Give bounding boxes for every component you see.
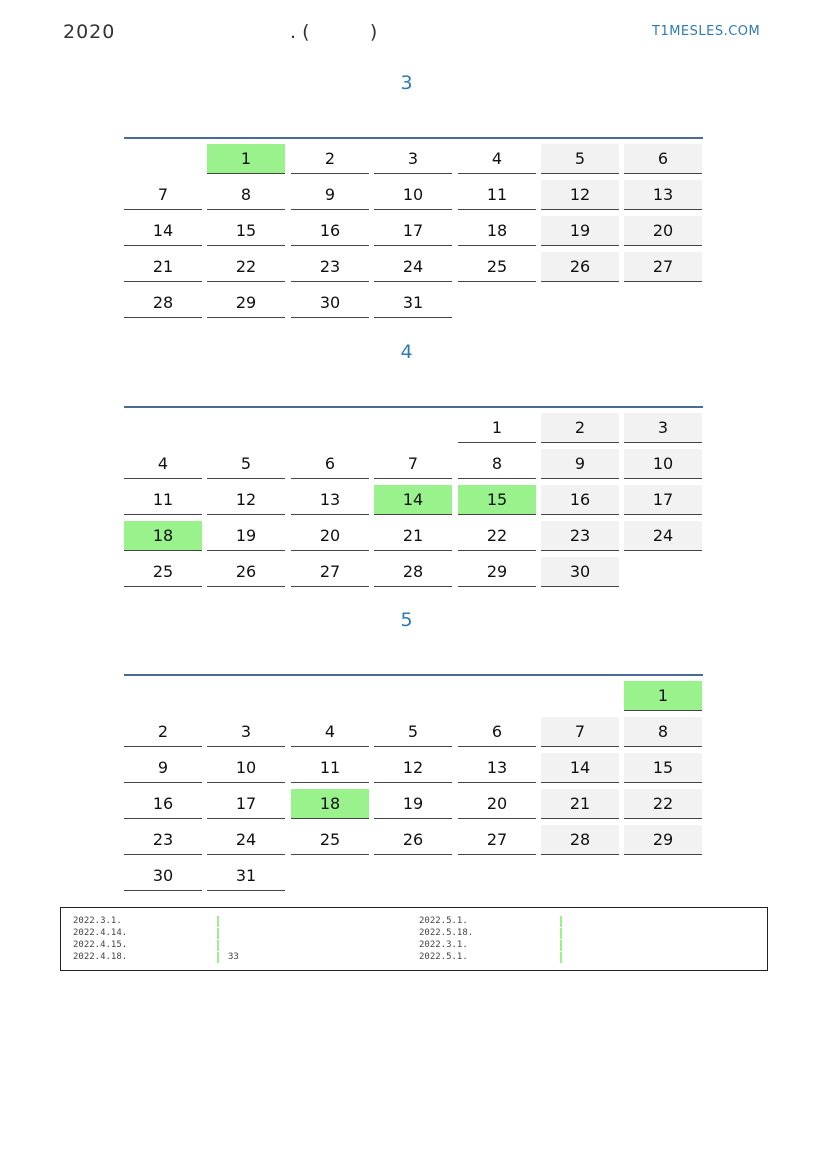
legend-date: 2022.5.1. [419,952,468,962]
week-row [124,676,703,712]
legend-column-right [419,915,569,963]
day-cell: 13 [291,485,369,515]
day-cell: 2 [291,144,369,174]
day-cell: 20 [458,789,536,819]
day-cell: 25 [124,557,202,587]
day-cell: 12 [541,180,619,210]
day-cell: 25 [458,252,536,282]
day-cell: 13 [624,180,702,210]
day-cell: 26 [207,557,285,587]
week-row [124,820,703,856]
legend-row [419,927,569,939]
holiday-legend [60,907,768,971]
legend-date: 2022.5.18. [419,928,474,938]
holiday-day-cell: 18 [291,789,369,819]
legend-row [73,951,239,963]
holiday-day-cell: 15 [458,485,536,515]
day-cell: 5 [374,717,452,747]
week-row [124,784,703,820]
day-cell: 21 [124,252,202,282]
day-cell: 11 [124,485,202,515]
legend-row [73,939,223,951]
day-cell: 18 [458,216,536,246]
day-cell: 30 [291,288,369,318]
legend-date: 2022.5.1. [419,916,468,926]
day-cell: 17 [374,216,452,246]
day-cell: 27 [458,825,536,855]
day-cell: 5 [207,449,285,479]
holiday-marker-icon [560,952,562,963]
week-row [124,480,703,516]
day-cell: 30 [541,557,619,587]
month-grid [124,674,703,892]
day-cell: 10 [207,753,285,783]
day-cell: 28 [541,825,619,855]
month-title: 4 [400,341,413,363]
week-row [124,139,703,175]
day-cell: 19 [374,789,452,819]
day-cell: 3 [374,144,452,174]
legend-date: 2022.4.18. [73,952,128,962]
day-cell: 4 [124,449,202,479]
week-row [124,247,703,283]
day-cell: 16 [124,789,202,819]
day-cell: 22 [624,789,702,819]
day-cell: 29 [624,825,702,855]
day-cell: 19 [541,216,619,246]
day-cell: 16 [541,485,619,515]
legend-date: 2022.4.15. [73,940,128,950]
holiday-marker-icon [217,952,219,963]
legend-row [73,927,223,939]
holiday-day-cell: 1 [624,681,702,711]
site-link[interactable]: T1MESLES.COM [652,24,761,39]
week-row [124,175,703,211]
day-cell: 22 [207,252,285,282]
day-cell: 12 [374,753,452,783]
month-grid [124,406,703,588]
day-cell: 21 [541,789,619,819]
day-cell: 6 [458,717,536,747]
day-cell: 31 [374,288,452,318]
day-cell: 23 [291,252,369,282]
legend-row [419,951,569,963]
day-cell: 11 [458,180,536,210]
holiday-day-cell: 14 [374,485,452,515]
day-cell: 6 [291,449,369,479]
day-cell: 10 [624,449,702,479]
month-title: 3 [400,72,413,94]
day-cell: 20 [291,521,369,551]
week-row [124,552,703,588]
day-cell: 4 [291,717,369,747]
holiday-marker-icon [217,928,219,939]
day-cell: 15 [207,216,285,246]
day-cell: 24 [624,521,702,551]
legend-row [73,915,223,927]
holiday-day-cell: 18 [124,521,202,551]
legend-row [419,939,569,951]
legend-note: 33 [228,952,239,962]
week-row [124,283,703,319]
week-row [124,211,703,247]
week-row [124,748,703,784]
day-cell: 2 [124,717,202,747]
day-cell: 30 [124,861,202,891]
holiday-marker-icon [560,928,562,939]
day-cell: 8 [624,717,702,747]
day-cell: 9 [291,180,369,210]
week-row [124,408,703,444]
week-row [124,712,703,748]
week-row [124,516,703,552]
day-cell: 2 [541,413,619,443]
day-cell: 23 [541,521,619,551]
holiday-marker-icon [217,916,219,927]
holiday-marker-icon [560,916,562,927]
day-cell: 5 [541,144,619,174]
day-cell: 4 [458,144,536,174]
day-cell: 29 [458,557,536,587]
page-subtitle: . ( ) [290,21,378,43]
day-cell: 12 [207,485,285,515]
day-cell: 27 [291,557,369,587]
day-cell: 20 [624,216,702,246]
day-cell: 11 [291,753,369,783]
day-cell: 22 [458,521,536,551]
day-cell: 24 [207,825,285,855]
day-cell: 16 [291,216,369,246]
day-cell: 28 [374,557,452,587]
day-cell: 19 [207,521,285,551]
week-row [124,856,703,892]
legend-date: 2022.3.1. [419,940,468,950]
day-cell: 17 [624,485,702,515]
month-grid [124,137,703,319]
holiday-marker-icon [560,940,562,951]
day-cell: 13 [458,753,536,783]
day-cell: 7 [124,180,202,210]
day-cell: 3 [207,717,285,747]
holiday-day-cell: 1 [207,144,285,174]
day-cell: 14 [124,216,202,246]
day-cell: 3 [624,413,702,443]
day-cell: 24 [374,252,452,282]
day-cell: 25 [291,825,369,855]
day-cell: 10 [374,180,452,210]
month-title: 5 [400,609,413,631]
day-cell: 27 [624,252,702,282]
page-year: 2020 [63,21,116,43]
legend-date: 2022.4.14. [73,928,128,938]
legend-date: 2022.3.1. [73,916,122,926]
holiday-marker-icon [217,940,219,951]
day-cell: 17 [207,789,285,819]
day-cell: 7 [541,717,619,747]
day-cell: 8 [207,180,285,210]
day-cell: 21 [374,521,452,551]
day-cell: 26 [541,252,619,282]
legend-row [419,915,569,927]
day-cell: 6 [624,144,702,174]
legend-column-left [73,915,239,963]
day-cell: 7 [374,449,452,479]
day-cell: 15 [624,753,702,783]
day-cell: 31 [207,861,285,891]
day-cell: 9 [124,753,202,783]
day-cell: 1 [458,413,536,443]
week-row [124,444,703,480]
day-cell: 14 [541,753,619,783]
day-cell: 29 [207,288,285,318]
day-cell: 9 [541,449,619,479]
day-cell: 26 [374,825,452,855]
day-cell: 8 [458,449,536,479]
day-cell: 28 [124,288,202,318]
day-cell: 23 [124,825,202,855]
